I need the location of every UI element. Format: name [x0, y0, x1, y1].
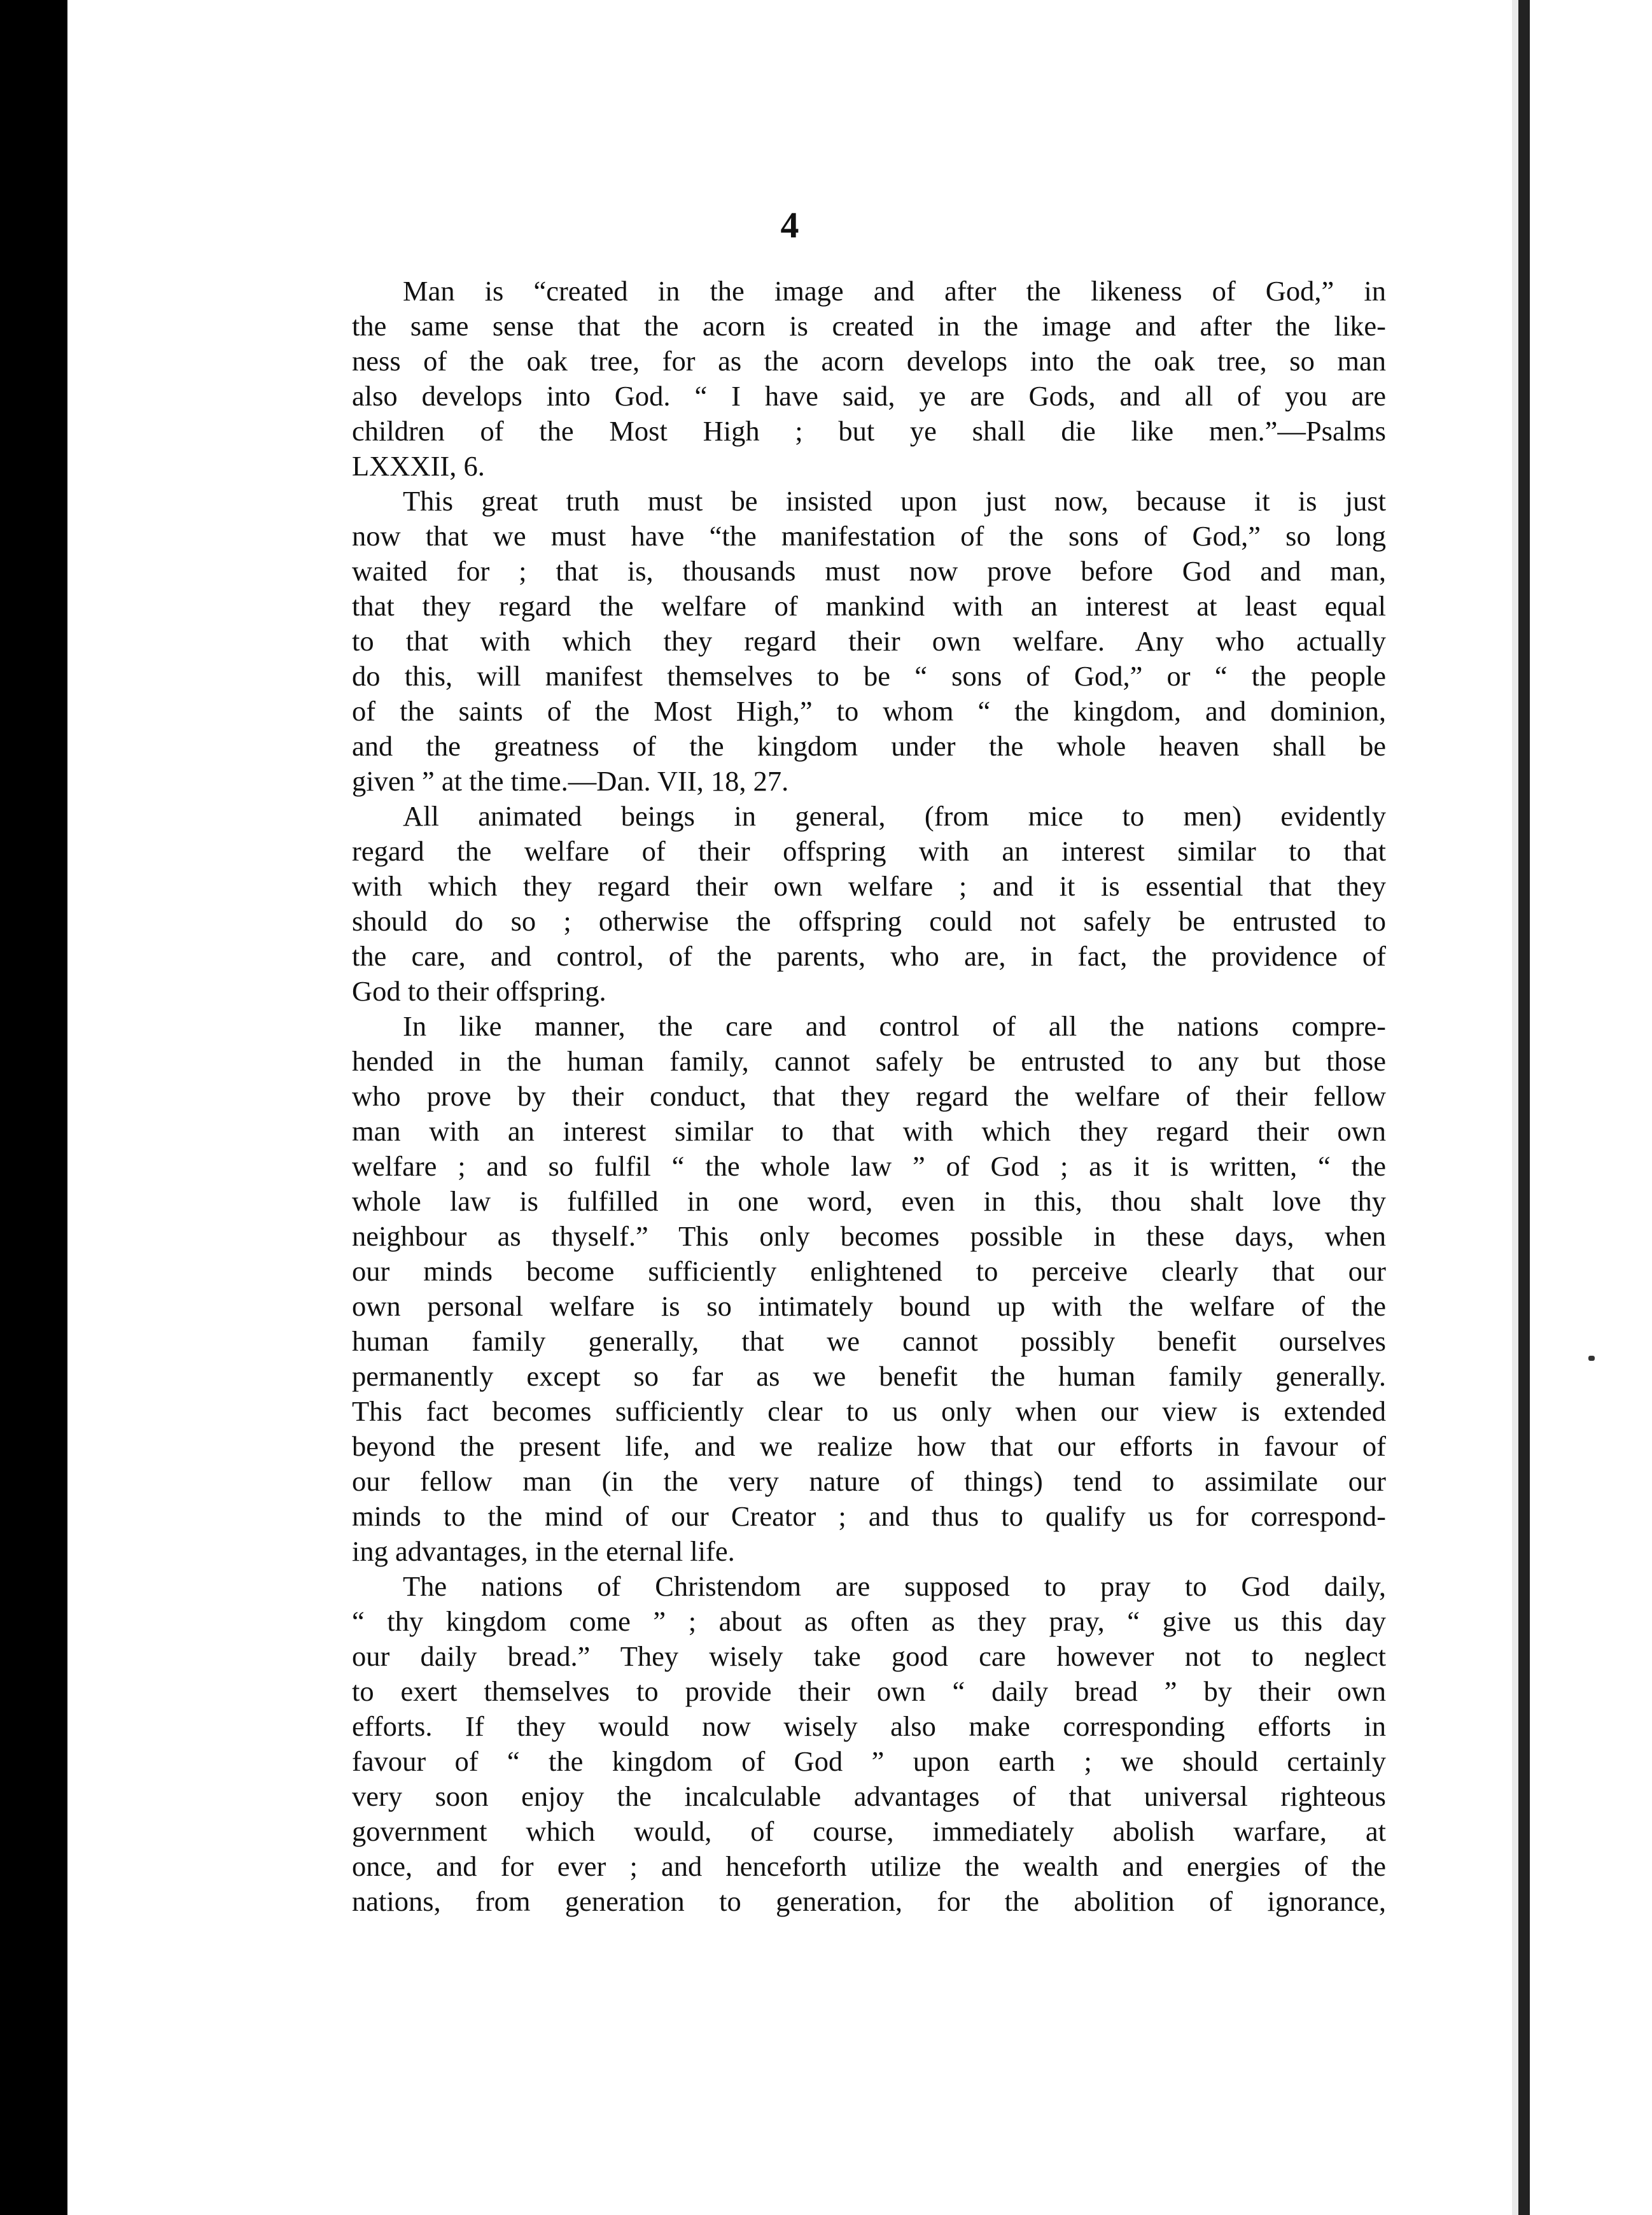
text-line: to exert themselves to provide their own “ daily bread ” by their own [352, 1675, 1386, 1707]
text-line: This fact becomes sufficiently clear to us only when our view is extended [352, 1395, 1386, 1427]
text-line: This great truth must be insisted upon just now, because it is just [403, 485, 1386, 517]
text-line: hended in the human family, cannot safely be entrusted to any but those [352, 1045, 1386, 1077]
text-line: Man is “created in the image and after the likeness of God,” in [403, 275, 1386, 307]
text-line: do this, will manifest themselves to be “ sons of God,” or “ the people [352, 660, 1386, 692]
paragraph-5 [352, 1569, 1386, 1919]
text-line: the same sense that the acorn is created in the image and after the like- [352, 310, 1386, 342]
text-line: permanently except so far as we benefit the human family generally. [352, 1360, 1386, 1392]
text-line: regard the welfare of their offspring with an interest similar to that [352, 835, 1386, 867]
text-line: LXXXII, 6. [352, 450, 485, 482]
text-line: ing advantages, in the eternal life. [352, 1535, 735, 1567]
text-line: also develops into God. “ I have said, ye are Gods, and all of you are [352, 380, 1386, 412]
body-text [352, 274, 1386, 1919]
text-line: waited for ; that is, thousands must now prove before God and man, [352, 555, 1386, 587]
paragraph-3 [352, 799, 1386, 1009]
text-line: our daily bread.” They wisely take good care however not to neglect [352, 1640, 1386, 1672]
page-number: 4 [780, 204, 799, 246]
text-line: very soon enjoy the incalculable advantages of that universal righteous [352, 1780, 1386, 1812]
text-line: welfare ; and so fulfil “ the whole law ” of God ; as it is written, “ the [352, 1150, 1386, 1182]
text-line: beyond the present life, and we realize how that our efforts in favour of [352, 1430, 1386, 1462]
document-page [67, 0, 1512, 2215]
text-line: should do so ; otherwise the offspring could not safely be entrusted to [352, 905, 1386, 937]
text-line: whole law is fulfilled in one word, even in this, thou shalt love thy [352, 1185, 1386, 1217]
page-edge-highlight [1512, 0, 1518, 2215]
text-line: now that we must have “the manifestation of the sons of God,” so long [352, 520, 1386, 552]
text-line: with which they regard their own welfare ; and it is essential that they [352, 870, 1386, 902]
text-line: In like manner, the care and control of all the nations compre- [403, 1010, 1386, 1042]
text-line: favour of “ the kingdom of God ” upon earth ; we should certainly [352, 1745, 1386, 1777]
text-line: God to their offspring. [352, 975, 606, 1007]
paragraph-4 [352, 1009, 1386, 1569]
text-line: “ thy kingdom come ” ; about as often as they pray, “ give us this day [352, 1605, 1386, 1637]
text-line: own personal welfare is so intimately bound up with the welfare of the [352, 1290, 1386, 1322]
text-line: minds to the mind of our Creator ; and thus to qualify us for correspond- [352, 1500, 1386, 1532]
text-line: ness of the oak tree, for as the acorn develops into the oak tree, so man [352, 345, 1386, 377]
scan-speck [1588, 1356, 1595, 1361]
text-line: The nations of Christendom are supposed to pray to God daily, [403, 1570, 1386, 1602]
text-line: our minds become sufficiently enlightened to perceive clearly that our [352, 1255, 1386, 1287]
text-line: given ” at the time.—Dan. VII, 18, 27. [352, 765, 789, 797]
text-line: of the saints of the Most High,” to whom “ the kingdom, and dominion, [352, 695, 1386, 727]
text-line: human family generally, that we cannot possibly benefit ourselves [352, 1325, 1386, 1357]
text-line: neighbour as thyself.” This only becomes possible in these days, when [352, 1220, 1386, 1252]
text-line: to that with which they regard their own welfare. Any who actually [352, 625, 1386, 657]
paragraph-2 [352, 484, 1386, 799]
page-gutter-shadow [1518, 0, 1530, 2215]
text-line: who prove by their conduct, that they regard the welfare of their fellow [352, 1080, 1386, 1112]
text-line: our fellow man (in the very nature of things) tend to assimilate our [352, 1465, 1386, 1497]
text-line: man with an interest similar to that with which they regard their own [352, 1115, 1386, 1147]
paragraph-1 [352, 274, 1386, 484]
text-line: and the greatness of the kingdom under the whole heaven shall be [352, 730, 1386, 762]
text-line: All animated beings in general, (from mice to men) evidently [403, 800, 1386, 832]
text-line: children of the Most High ; but ye shall die like men.”—Psalms [352, 415, 1386, 447]
text-line: government which would, of course, immediately abolish warfare, at [352, 1815, 1386, 1847]
text-line: the care, and control, of the parents, who are, in fact, the providence of [352, 940, 1386, 972]
text-line: once, and for ever ; and henceforth utilize the wealth and energies of the [352, 1850, 1386, 1882]
text-line: efforts. If they would now wisely also make corresponding efforts in [352, 1710, 1386, 1742]
adjacent-page-strip [1530, 0, 1652, 2215]
text-line: that they regard the welfare of mankind with an interest at least equal [352, 590, 1386, 622]
text-line: nations, from generation to generation, for the abolition of ignorance, [352, 1885, 1386, 1917]
